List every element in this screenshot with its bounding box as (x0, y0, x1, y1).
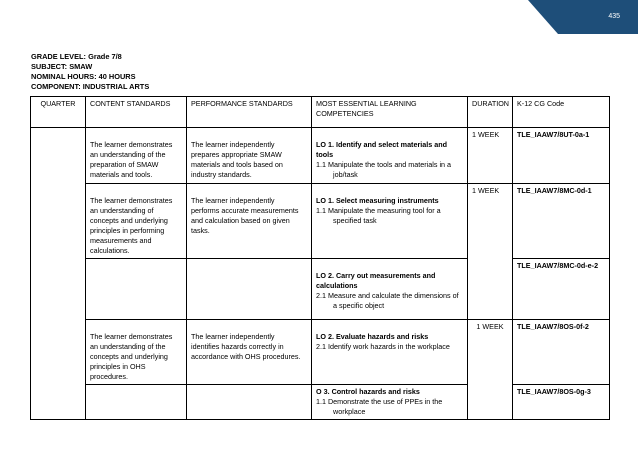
content-standard-cell (86, 385, 187, 420)
learning-outcome-title: LO 2. Carry out measurements and calculations (316, 271, 436, 290)
curriculum-table (30, 96, 610, 420)
subject: SUBJECT: SMAW (31, 62, 93, 71)
header-code: K-12 CG Code (513, 97, 610, 128)
learning-outcome-item: 1.1 Manipulate the tools and materials in a job/task (316, 160, 452, 179)
competency-cell (312, 184, 468, 259)
performance-standard-text: The learner independently identifies hazards correctly in accordance with OHS procedures. (191, 332, 301, 361)
grade-level: GRADE LEVEL: Grade 7/8 (31, 52, 122, 61)
header-banner (0, 0, 638, 34)
component: COMPONENT: INDUSTRIAL ARTS (31, 82, 150, 91)
duration-cell: 1 WEEK (468, 128, 513, 184)
code-cell: TLE_IAAW7/8OS-0f-2 (513, 320, 610, 385)
quarter-cell (31, 128, 86, 420)
duration-cell: 1 WEEK (468, 184, 513, 320)
learning-outcome-item: 1.1 Demonstrate the use of PPEs in the workplace (316, 397, 443, 416)
content-standard-cell (86, 128, 187, 184)
header-quarter: QUARTER (31, 97, 86, 128)
performance-standard-cell (187, 385, 312, 420)
table-row (31, 259, 610, 320)
learning-outcome-title: LO 2. Evaluate hazards and risks (316, 332, 429, 341)
content-standard-text: The learner demonstrates an understanding of concepts and underlying principles in performing measurements and calculations. (90, 196, 173, 255)
content-standard-text: The learner demonstrates an understanding of the preparation of SMAW materials and tools. (90, 140, 173, 179)
learning-outcome-item: 2.1 Measure and calculate the dimensions of a specific object (316, 291, 459, 310)
banner-shape (528, 0, 638, 34)
header-duration: DURATION (468, 97, 513, 128)
content-standard-cell (86, 259, 187, 320)
learning-outcome-item: 1.1 Manipulate the measuring tool for a specified task (316, 206, 441, 225)
competency-cell (312, 320, 468, 385)
code-cell: TLE_IAAW7/8UT-0a-1 (513, 128, 610, 184)
code-cell: TLE_IAAW7/8MC-0d-e-2 (513, 259, 610, 320)
content-standard-cell (86, 320, 187, 385)
page-number: 435 (608, 13, 620, 20)
table-row (31, 385, 610, 420)
learning-outcome-title: LO 1. Identify and select materials and tools (316, 140, 448, 159)
nominal-hours: NOMINAL HOURS: 40 HOURS (31, 72, 136, 81)
table-header-row (31, 97, 610, 128)
competency-cell (312, 259, 468, 320)
content-standard-cell (86, 184, 187, 259)
code-cell: TLE_IAAW7/8OS-0g-3 (513, 385, 610, 420)
duration-cell: 1 WEEK (468, 320, 513, 420)
performance-standard-text: The learner independently prepares appropriate SMAW materials and tools based on industry standards. (191, 140, 283, 179)
performance-standard-cell (187, 320, 312, 385)
table-row (31, 128, 610, 184)
header-performance-standards: PERFORMANCE STANDARDS (187, 97, 312, 128)
table-row (31, 320, 610, 385)
performance-standard-text: The learner independently performs accurate measurements and calculation based on given tasks. (191, 196, 299, 235)
performance-standard-cell (187, 184, 312, 259)
competency-cell (312, 385, 468, 420)
learning-outcome-item: 2.1 Identify work hazards in the workplace (316, 342, 450, 351)
table-row (31, 184, 610, 259)
content-standard-text: The learner demonstrates an understanding of the concepts and underlying principles in OHS procedures. (90, 332, 173, 381)
document-meta (31, 52, 149, 92)
header-competencies: MOST ESSENTIAL LEARNING COMPETENCIES (312, 97, 468, 128)
learning-outcome-title: O 3. Control hazards and risks (316, 387, 420, 396)
learning-outcome-title: LO 1. Select measuring instruments (316, 196, 439, 205)
performance-standard-cell (187, 259, 312, 320)
header-content-standards: CONTENT STANDARDS (86, 97, 187, 128)
performance-standard-cell (187, 128, 312, 184)
code-cell: TLE_IAAW7/8MC-0d-1 (513, 184, 610, 259)
competency-cell (312, 128, 468, 184)
